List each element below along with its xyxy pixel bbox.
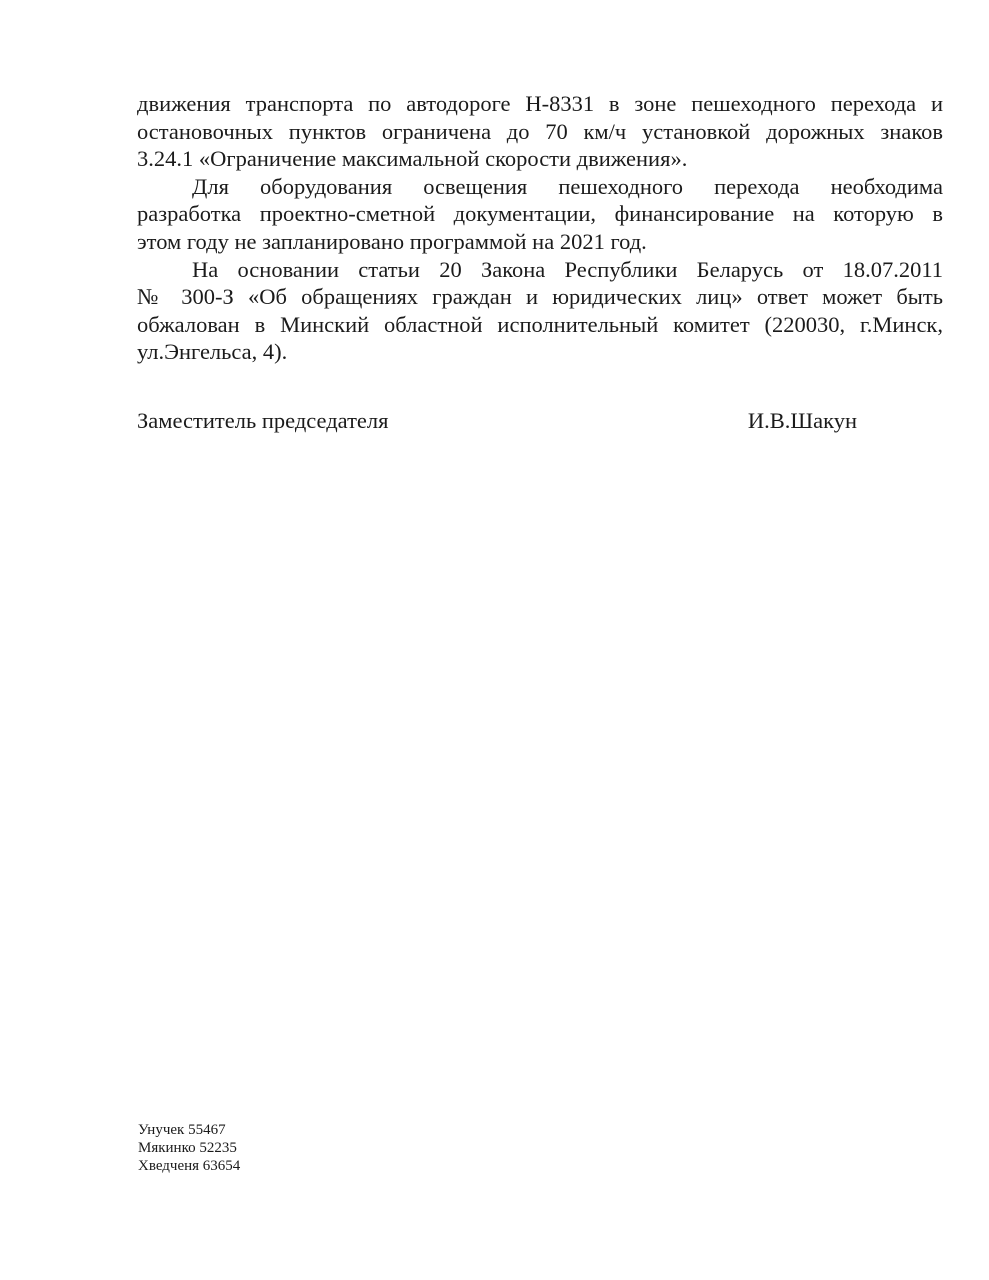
executor-list — [138, 1121, 240, 1176]
letter-body — [137, 90, 943, 366]
paragraph — [137, 256, 943, 366]
signature-title: Заместитель председателя — [137, 408, 389, 433]
executor-line: Мякинко 52235 — [138, 1140, 237, 1157]
paragraph-line: этом году не запланировано программой на 2021 год. — [137, 228, 647, 254]
paragraph-line: На основании статьи 20 Закона Республики Беларусь от 18.07.2011 — [192, 256, 943, 282]
paragraph-line: ул.Энгельса, 4). — [137, 339, 288, 365]
paragraph — [137, 90, 943, 173]
paragraph-line: обжалован в Минский областной исполнительный комитет (220030, г.Минск, — [137, 311, 943, 337]
signature-block — [137, 407, 943, 435]
paragraph-line: остановочных пунктов ограничена до 70 км/ч установкой дорожных знаков — [137, 118, 943, 144]
paragraph-line: Для оборудования освещения пешеходного перехода необходима — [192, 173, 943, 199]
paragraph-line: разработка проектно-сметной документации, финансирование на которую в — [137, 201, 943, 227]
paragraph-line: № 300-З «Об обращениях граждан и юридических лиц» ответ может быть — [137, 284, 943, 310]
signature-name: И.В.Шакун — [747, 408, 857, 433]
paragraph-line: движения транспорта по автодороге Н-8331 в зоне пешеходного перехода и — [137, 91, 943, 116]
executor-line: Унучек 55467 — [138, 1122, 226, 1138]
executor-line: Хведченя 63654 — [138, 1158, 241, 1175]
paragraph-line: 3.24.1 «Ограничение максимальной скорости движения». — [137, 146, 688, 172]
paragraph — [137, 173, 943, 256]
